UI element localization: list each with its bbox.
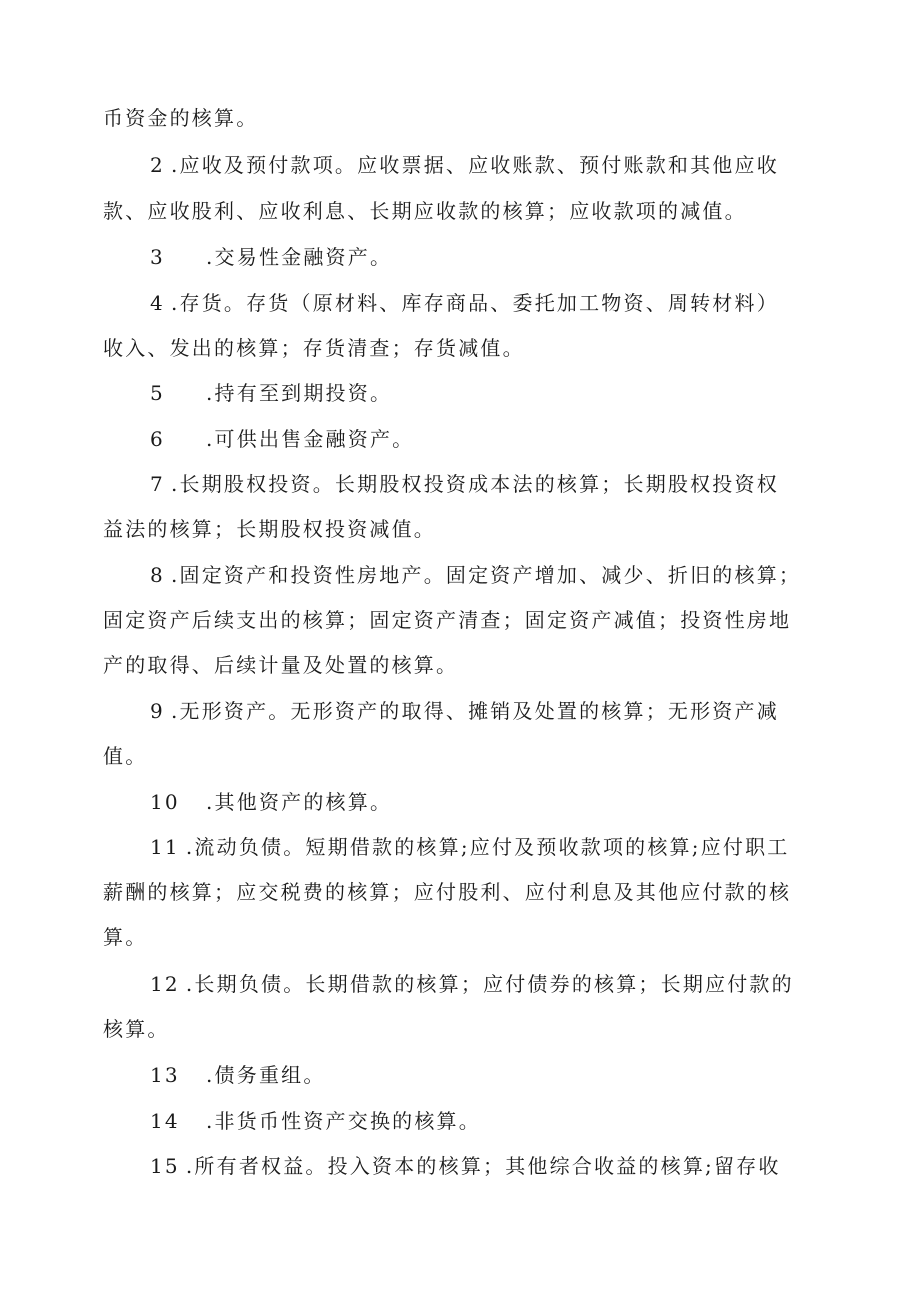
item-text: .债务重组。 bbox=[206, 1063, 326, 1087]
line-text: 核算。 bbox=[103, 1017, 170, 1041]
item-number: 4 bbox=[150, 291, 165, 315]
item-text: .持有至到期投资。 bbox=[206, 381, 393, 405]
item-text: .长期负债。长期借款的核算；应付债券的核算；长期应付款的 bbox=[185, 972, 794, 996]
item-text: .固定资产和投资性房地产。固定资产增加、减少、折旧的核算； bbox=[170, 563, 802, 587]
item-number: 14 bbox=[150, 1109, 180, 1133]
text-line bbox=[103, 104, 823, 132]
line-text: 固定资产后续支出的核算；固定资产清查；固定资产减值；投资性房地 bbox=[103, 608, 792, 632]
line-text: 益法的核算；长期股权投资减值。 bbox=[103, 517, 436, 541]
list-item bbox=[150, 470, 823, 498]
item-text: .交易性金融资产。 bbox=[206, 245, 393, 269]
line-text: 值。 bbox=[103, 744, 148, 768]
line-text: 产的取得、后续计量及处置的核算。 bbox=[103, 653, 459, 677]
list-item bbox=[150, 697, 823, 725]
text-line bbox=[103, 878, 823, 906]
item-number: 13 bbox=[150, 1063, 180, 1087]
item-number: 11 bbox=[150, 835, 180, 859]
item-number: 5 bbox=[150, 381, 165, 405]
text-line bbox=[103, 606, 823, 634]
item-number: 9 bbox=[150, 699, 165, 723]
item-number: 2 bbox=[150, 153, 165, 177]
item-text: .所有者权益。投入资本的核算；其他综合收益的核算;留存收 bbox=[185, 1154, 781, 1178]
list-item bbox=[150, 1061, 823, 1089]
text-line bbox=[103, 923, 823, 951]
item-text: .流动负债。短期借款的核算;应付及预收款项的核算;应付职工 bbox=[185, 835, 790, 859]
item-text: .长期股权投资。长期股权投资成本法的核算；长期股权投资权 bbox=[170, 472, 779, 496]
text-line bbox=[103, 651, 823, 679]
item-number: 3 bbox=[150, 245, 165, 269]
list-item bbox=[150, 970, 823, 998]
list-item bbox=[150, 561, 823, 589]
text-line bbox=[103, 334, 823, 362]
list-item bbox=[150, 379, 823, 407]
line-text: 薪酬的核算；应交税费的核算；应付股利、应付利息及其他应付款的核 bbox=[103, 880, 792, 904]
item-text: .其他资产的核算。 bbox=[206, 790, 393, 814]
list-item bbox=[150, 1107, 823, 1135]
list-item bbox=[150, 1152, 823, 1180]
list-item bbox=[150, 243, 823, 271]
item-number: 8 bbox=[150, 563, 165, 587]
item-number: 6 bbox=[150, 427, 165, 451]
item-text: .应收及预付款项。应收票据、应收账款、预付账款和其他应收 bbox=[170, 153, 779, 177]
line-text: 币资金的核算。 bbox=[103, 106, 259, 130]
text-line bbox=[103, 742, 823, 770]
item-number: 7 bbox=[150, 472, 165, 496]
item-number: 15 bbox=[150, 1154, 180, 1178]
list-item bbox=[150, 289, 823, 317]
line-text: 收入、发出的核算；存货清查；存货减值。 bbox=[103, 336, 525, 360]
list-item bbox=[150, 788, 823, 816]
list-item bbox=[150, 833, 823, 861]
item-number: 10 bbox=[150, 790, 180, 814]
text-line bbox=[103, 197, 823, 225]
item-text: .存货。存货（原材料、库存商品、委托加工物资、周转材料） bbox=[170, 291, 779, 315]
line-text: 算。 bbox=[103, 925, 148, 949]
list-item bbox=[150, 151, 823, 179]
text-line bbox=[103, 515, 823, 543]
list-item bbox=[150, 425, 823, 453]
item-text: .无形资产。无形资产的取得、摊销及处置的核算；无形资产减 bbox=[170, 699, 779, 723]
item-number: 12 bbox=[150, 972, 180, 996]
text-line bbox=[103, 1015, 823, 1043]
item-text: .可供出售金融资产。 bbox=[206, 427, 415, 451]
item-text: .非货币性资产交换的核算。 bbox=[206, 1109, 481, 1133]
line-text: 款、应收股利、应收利息、长期应收款的核算；应收款项的减值。 bbox=[103, 199, 747, 223]
